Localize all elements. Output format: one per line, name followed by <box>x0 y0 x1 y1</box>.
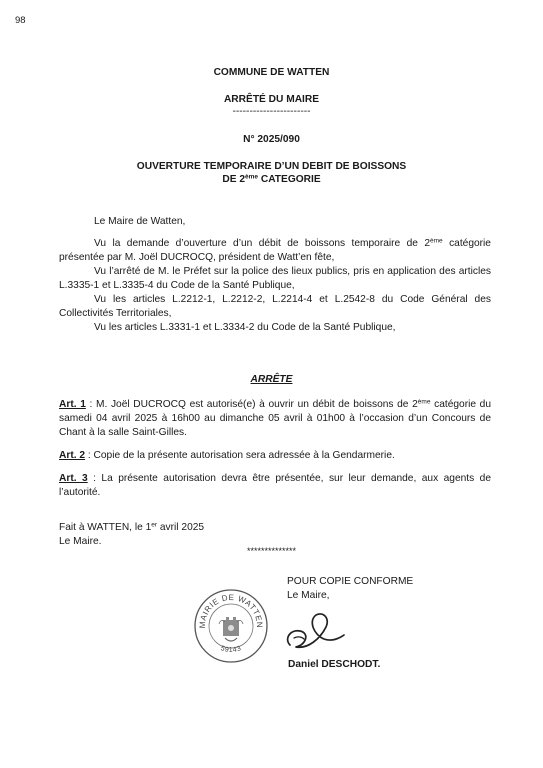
coat-of-arms-icon <box>219 617 243 641</box>
article-3: Art. 3 : La présente autorisation devra être présentée, sur leur demande, aux agents de l’autorité. <box>59 473 492 499</box>
done-signer: Le Maire. <box>59 536 102 547</box>
consideration-sante: Vu les articles L.3331-1 et L.3334-2 du Code de la Santé Publique, <box>94 322 396 334</box>
arrete-heading: ARRÊTE <box>250 374 293 385</box>
article-1: Art. 1 : M. Joël DUCROCQ est autorisé(e) à ouvrir un débit de boissons de 2ème catégorie du samedi 04 avril 2025 à 16h00 au dimanche 05 avril à 01h00 à l’occasion d’un Concours de Chant à la salle Saint-Gilles. <box>59 398 491 439</box>
mayor-name: Daniel DESCHODT. <box>288 659 381 670</box>
svg-text:59143 <box>220 645 243 654</box>
done-at-line: Fait à WATTEN, le 1er avril 2025 <box>59 521 205 533</box>
article-2: Art. 2 : Copie de la présente autorisation sera adressée à la Gendarmerie. <box>59 450 395 462</box>
mayor-signature <box>280 605 350 659</box>
stars-separator: ************** <box>246 546 297 556</box>
stamp-bottom-text: 59143 <box>219 645 243 654</box>
stamp-top-text: MAIRIE DE WATTEN <box>197 592 265 629</box>
consideration-demande: Vu la demande d’ouverture d’un débit de boissons temporaire de 2ème catégorie présentée par M. Joël DUCROCQ, président de Watt’en fête, <box>59 237 491 264</box>
title-separator: ----------------------- <box>232 106 311 117</box>
page-number: 98 <box>15 15 26 26</box>
considerations <box>59 237 491 336</box>
commune-heading: COMMUNE DE WATTEN <box>213 67 330 78</box>
consideration-cgct: Vu les articles L.2212-1, L.2212-2, L.2214-4 et L.2542-8 du Code Général des Collectivités Territoriales, <box>59 294 491 320</box>
arrete-number: N° 2025/090 <box>243 134 300 145</box>
mairie-stamp <box>193 588 269 664</box>
consideration-prefet: Vu l’arrêté de M. le Préfet sur la police des lieux publics, pris en application des articles L.3335-1 et L.3335-4 du Code de la Santé Publique, <box>59 266 491 292</box>
articles <box>59 398 491 500</box>
intro-line: Le Maire de Watten, <box>94 216 186 227</box>
mayor-role: Le Maire, <box>287 590 330 601</box>
copy-conforme: POUR COPIE CONFORME <box>287 576 414 587</box>
subject-line-2: DE 2ème CATEGORIE <box>222 173 321 185</box>
subject-line-1: OUVERTURE TEMPORAIRE D’UN DEBIT DE BOISSONS <box>136 161 407 172</box>
arrete-title: ARRÊTÉ DU MAIRE <box>223 94 320 105</box>
